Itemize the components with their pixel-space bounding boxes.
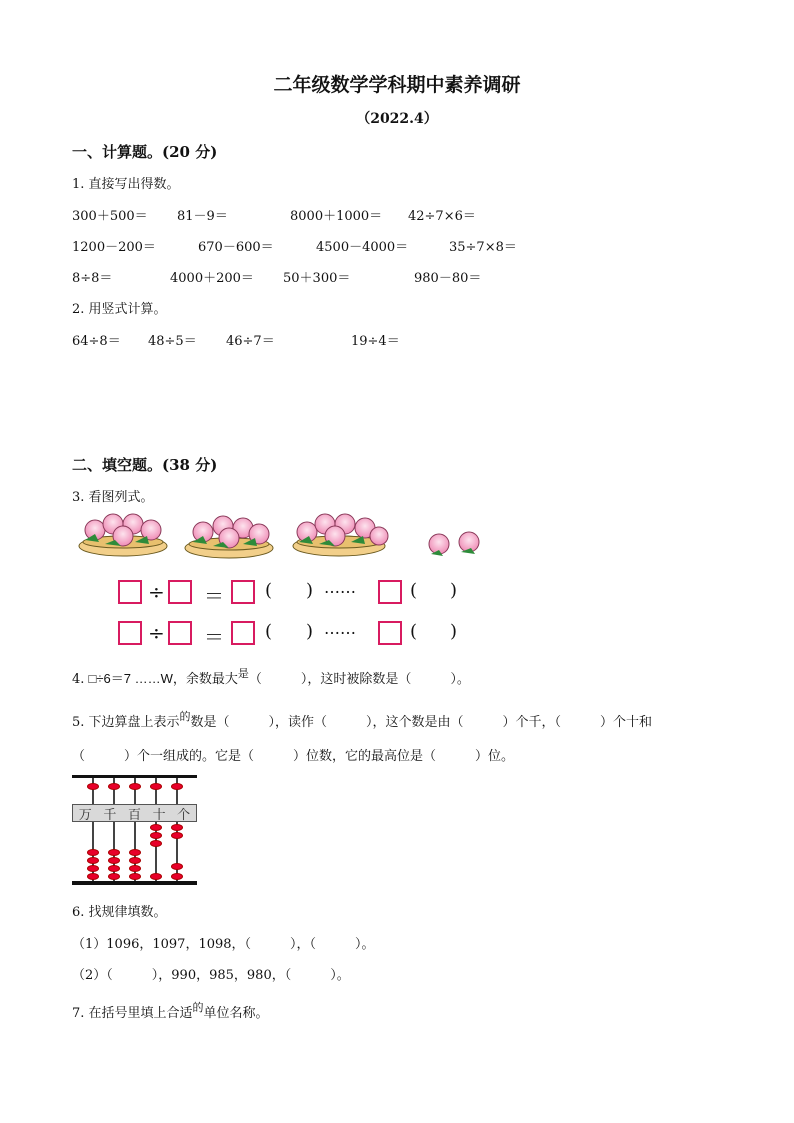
abacus-bead bbox=[171, 863, 183, 870]
abacus-bead bbox=[171, 873, 183, 880]
abacus-bead bbox=[171, 824, 183, 831]
basket-1 bbox=[79, 514, 167, 556]
abacus-bead bbox=[150, 832, 162, 839]
abacus-bead bbox=[171, 832, 183, 839]
peach-baskets-illustration bbox=[75, 508, 495, 564]
calc-item: 8÷8＝ bbox=[72, 271, 113, 286]
calc-item: 8000＋1000＝ bbox=[290, 209, 383, 224]
answer-box[interactable] bbox=[378, 621, 402, 645]
answer-box[interactable] bbox=[168, 580, 192, 604]
abacus-label: 千 bbox=[103, 807, 117, 823]
q4-text bbox=[72, 668, 470, 687]
abacus-bead bbox=[87, 857, 99, 864]
abacus-bead bbox=[129, 873, 141, 880]
calc-item: 670－600＝ bbox=[198, 240, 274, 255]
q7-text-a: 7. 在括号里填上合适 bbox=[72, 1006, 193, 1021]
abacus-bead bbox=[129, 857, 141, 864]
calc-item: 35÷7×8＝ bbox=[449, 240, 517, 255]
abacus-label: 百 bbox=[127, 807, 141, 823]
left-paren: ( bbox=[410, 580, 418, 601]
abacus-bead bbox=[129, 783, 141, 790]
calc-item: 4500－4000＝ bbox=[316, 240, 409, 255]
q5-line-1 bbox=[72, 711, 652, 730]
abacus-bead bbox=[171, 783, 183, 790]
abacus-bead bbox=[129, 865, 141, 872]
q6-line-2: （2）（ ），990，985，980，（ ）。 bbox=[72, 968, 350, 983]
q4-text-2: （ ），这时被除数是（ ）。 bbox=[248, 672, 470, 687]
q4-text-1: 余数最大 bbox=[185, 672, 238, 687]
abacus-label: 个 bbox=[177, 807, 191, 823]
q4-number: 4. bbox=[72, 672, 85, 687]
calc-item: 300＋500＝ bbox=[72, 209, 148, 224]
calc-item: 81－9＝ bbox=[177, 209, 228, 224]
q6-label: 6. 找规律填数。 bbox=[72, 905, 167, 920]
abacus-bead bbox=[129, 849, 141, 856]
q2-label: 2. 用竖式计算。 bbox=[72, 302, 167, 317]
page-title: 二年级数学学科期中素养调研 bbox=[273, 74, 521, 96]
q7-text-b: 单位名称。 bbox=[203, 1006, 269, 1021]
q1-label: 1. 直接写出得数。 bbox=[72, 177, 180, 192]
abacus-bead bbox=[87, 783, 99, 790]
q7-text bbox=[72, 1002, 269, 1021]
section-2-heading: 二、填空题。(38 分) bbox=[72, 456, 218, 474]
calc-item: 42÷7×6＝ bbox=[408, 209, 476, 224]
q3-label: 3. 看图列式。 bbox=[72, 490, 154, 505]
abacus-bottom-frame bbox=[72, 881, 197, 885]
right-paren: ) bbox=[450, 621, 458, 642]
calc-item: 50＋300＝ bbox=[283, 271, 351, 286]
abacus-bead bbox=[108, 783, 120, 790]
answer-box[interactable] bbox=[118, 580, 142, 604]
q6-line-1: （1）1096，1097，1098，（ ），（ ）。 bbox=[72, 937, 375, 952]
abacus-bead bbox=[108, 873, 120, 880]
abacus-bead bbox=[150, 873, 162, 880]
section-1-heading: 一、计算题。(20 分) bbox=[72, 143, 218, 161]
exam-date: （2022.4） bbox=[356, 111, 438, 127]
left-paren: ( bbox=[265, 621, 273, 642]
q5-sup: 的 bbox=[179, 710, 191, 723]
answer-box[interactable] bbox=[168, 621, 192, 645]
answer-box[interactable] bbox=[231, 580, 255, 604]
equals-sign: ＝ bbox=[204, 584, 224, 608]
q5-text-a: 5. 下边算盘上表示 bbox=[72, 715, 180, 730]
divide-sign: ÷ bbox=[148, 580, 165, 604]
calc-item: 64÷8＝ bbox=[72, 334, 121, 349]
divide-sign: ÷ bbox=[148, 621, 165, 645]
q4-sup: 是 bbox=[237, 667, 249, 680]
answer-box[interactable] bbox=[118, 621, 142, 645]
abacus-bead bbox=[87, 873, 99, 880]
abacus-label: 十 bbox=[152, 807, 166, 823]
abacus-bead bbox=[108, 849, 120, 856]
calc-item: 46÷7＝ bbox=[226, 334, 275, 349]
remainder-dots: …… bbox=[324, 578, 356, 597]
loose-peaches bbox=[429, 532, 479, 556]
q7-sup: 的 bbox=[192, 1001, 204, 1014]
abacus-bead bbox=[87, 849, 99, 856]
right-paren: ) bbox=[306, 580, 314, 601]
left-paren: ( bbox=[410, 621, 418, 642]
left-paren: ( bbox=[265, 580, 273, 601]
abacus-bead bbox=[108, 865, 120, 872]
equals-sign: ＝ bbox=[204, 625, 224, 649]
abacus-label: 万 bbox=[78, 807, 92, 823]
q4-expression: □÷6＝7 ……W， bbox=[88, 671, 186, 686]
calc-item: 19÷4＝ bbox=[351, 334, 400, 349]
answer-box[interactable] bbox=[378, 580, 402, 604]
abacus-bead bbox=[150, 840, 162, 847]
abacus-beam bbox=[72, 804, 197, 822]
calc-item: 48÷5＝ bbox=[148, 334, 197, 349]
calc-item: 1200－200＝ bbox=[72, 240, 156, 255]
basket-3 bbox=[293, 514, 388, 556]
right-paren: ) bbox=[306, 621, 314, 642]
q5-text-b: 数是（ ），读作（ ），这个数是由（ ）个千，（ ）个十和 bbox=[190, 715, 653, 730]
right-paren: ) bbox=[450, 580, 458, 601]
abacus-bead bbox=[108, 857, 120, 864]
abacus-bead bbox=[87, 865, 99, 872]
abacus bbox=[72, 775, 197, 885]
abacus-bead bbox=[150, 824, 162, 831]
answer-box[interactable] bbox=[231, 621, 255, 645]
abacus-bead bbox=[150, 783, 162, 790]
basket-2 bbox=[185, 516, 273, 558]
calc-item: 4000＋200＝ bbox=[170, 271, 254, 286]
q5-line-2: （ ）个一组成的。它是（ ）位数，它的最高位是（ ）位。 bbox=[72, 749, 515, 764]
remainder-dots: …… bbox=[324, 619, 356, 638]
calc-item: 980－80＝ bbox=[414, 271, 482, 286]
